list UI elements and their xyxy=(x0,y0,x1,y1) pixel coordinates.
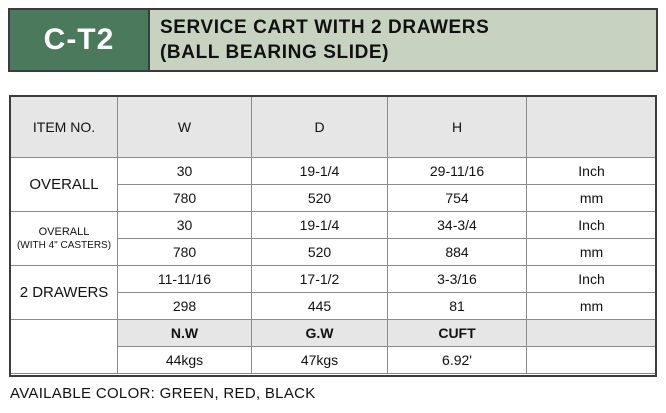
cell-unit: mm xyxy=(527,239,657,266)
weight-value-gw: 47kgs xyxy=(252,347,388,374)
column-header-h: H xyxy=(388,97,527,158)
weight-header-gw: G.W xyxy=(252,320,388,347)
weight-value-nw: 44kgs xyxy=(118,347,252,374)
cell-unit: mm xyxy=(527,185,657,212)
weight-value-cuft: 6.92' xyxy=(388,347,527,374)
cell-w: 30 xyxy=(118,158,252,185)
available-color-text: AVAILABLE COLOR: GREEN, RED, BLACK xyxy=(10,385,316,402)
cell-h: 81 xyxy=(388,293,527,320)
product-title-line2: (BALL BEARING SLIDE) xyxy=(160,42,390,63)
cell-unit: Inch xyxy=(527,158,657,185)
cell-unit: mm xyxy=(527,293,657,320)
product-title-line1: SERVICE CART WITH 2 DRAWERS xyxy=(160,17,490,38)
cell-h: 754 xyxy=(388,185,527,212)
cell-w: 30 xyxy=(118,212,252,239)
product-code: C-T2 xyxy=(10,10,150,70)
cell-d: 445 xyxy=(252,293,388,320)
cell-w: 780 xyxy=(118,185,252,212)
column-header-w: W xyxy=(118,97,252,158)
cell-h: 29-11/16 xyxy=(388,158,527,185)
row-label-overall: OVERALL xyxy=(11,158,118,212)
weights-header-row xyxy=(11,320,657,347)
cell-d: 19-1/4 xyxy=(252,158,388,185)
cell-w: 298 xyxy=(118,293,252,320)
cell-w: 11-11/16 xyxy=(118,266,252,293)
cell-unit: Inch xyxy=(527,266,657,293)
row-label-2-drawers: 2 DRAWERS xyxy=(11,266,118,320)
column-header-d: D xyxy=(252,97,388,158)
product-header xyxy=(8,8,658,72)
cell-d: 520 xyxy=(252,239,388,266)
cell-d: 19-1/4 xyxy=(252,212,388,239)
cell-h: 884 xyxy=(388,239,527,266)
cell-d: 520 xyxy=(252,185,388,212)
cell-d: 17-1/2 xyxy=(252,266,388,293)
cell-h: 34-3/4 xyxy=(388,212,527,239)
cell-w: 780 xyxy=(118,239,252,266)
table-row xyxy=(11,212,657,239)
weight-header-empty xyxy=(527,320,657,347)
table-header-row xyxy=(11,97,657,158)
column-header-unit xyxy=(527,97,657,158)
weight-value-empty xyxy=(527,347,657,374)
weights-label-cell xyxy=(11,320,118,374)
row-label-overall-casters xyxy=(11,212,118,266)
spec-table xyxy=(10,96,657,374)
product-title xyxy=(150,10,656,70)
row-label-overall-casters-main: OVERALL xyxy=(38,226,90,238)
cell-unit: Inch xyxy=(527,212,657,239)
row-label-overall-casters-sub: (WITH 4" CASTERS) xyxy=(16,240,112,251)
weight-header-cuft: CUFT xyxy=(388,320,527,347)
column-header-item-no: ITEM NO. xyxy=(11,97,118,158)
weight-header-nw: N.W xyxy=(118,320,252,347)
table-row xyxy=(11,158,657,185)
table-row xyxy=(11,266,657,293)
cell-h: 3-3/16 xyxy=(388,266,527,293)
